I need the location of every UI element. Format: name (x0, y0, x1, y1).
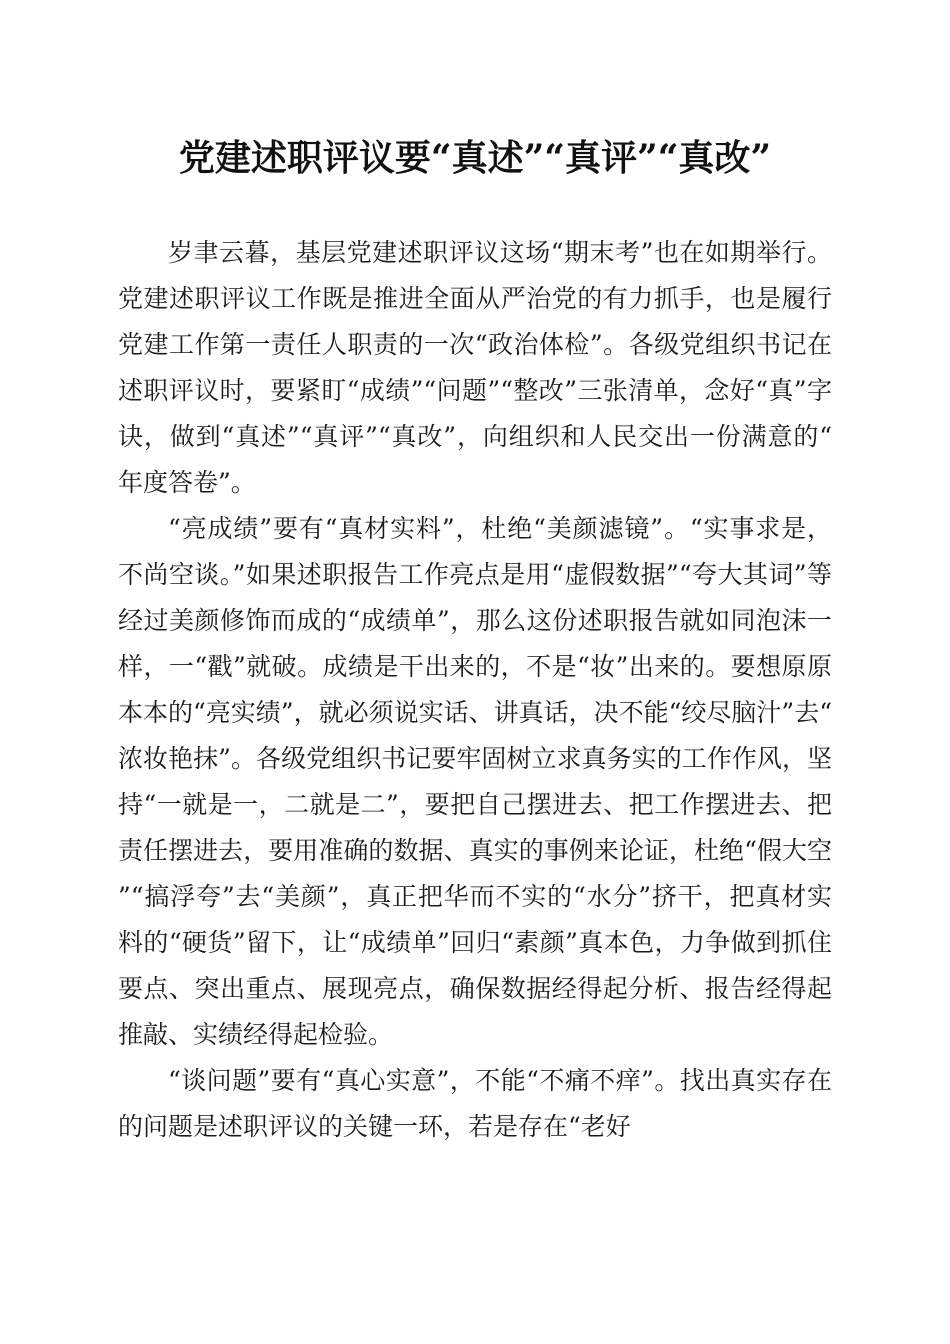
paragraph-1: 岁聿云暮，基层党建述职评议这场“期末考”也在如期举行。党建述职评议工作既是推进全面从严治党的有力抓手，也是履行党建工作第一责任人职责的一次“政治体检”。各级党组织书记在述职评议时，要紧盯“成绩”“问题”“整改”三张清单，念好“真”字诀，做到“真述”“真评”“真改”，向组织和人民交出一份满意的“年度答卷”。 (118, 238, 832, 497)
paragraph-2: “亮成绩”要有“真材实料”，杜绝“美颜滤镜”。“实事求是，不尚空谈。”如果述职报告工作亮点是用“虚假数据”“夸大其词”等经过美颜修饰而成的“成绩单”，那么这份述职报告就如同泡沫一样，一“戳”就破。成绩是干出来的，不是“妆”出来的。要想原原本本的“亮实绩”，就必须说实话、讲真话，决不能“绞尽脑汁”去“浓妆艳抹”。各级党组织书记要牢固树立求真务实的工作作风，坚持“一就是一，二就是二”，要把自己摆进去、把工作摆进去、把责任摆进去，要用准确的数据、真实的事例来论证，杜绝“假大空”“搞浮夸”去“美颜”，真正把华而不实的“水分”挤干，把真材实料的“硬货”留下，让“成绩单”回归“素颜”真本色，力争做到抓住要点、突出重点、展现亮点，确保数据经得起分析、报告经得起推敲、实绩经得起检验。 (118, 514, 832, 1049)
document-title: 党建述职评议要“真述”“真评”“真改” (178, 137, 772, 179)
document-body (118, 230, 832, 1150)
paragraph-3: “谈问题”要有“真心实意”，不能“不痛不痒”。找出真实存在的问题是述职评议的关键一环，若是存在“老好 (118, 1066, 832, 1141)
